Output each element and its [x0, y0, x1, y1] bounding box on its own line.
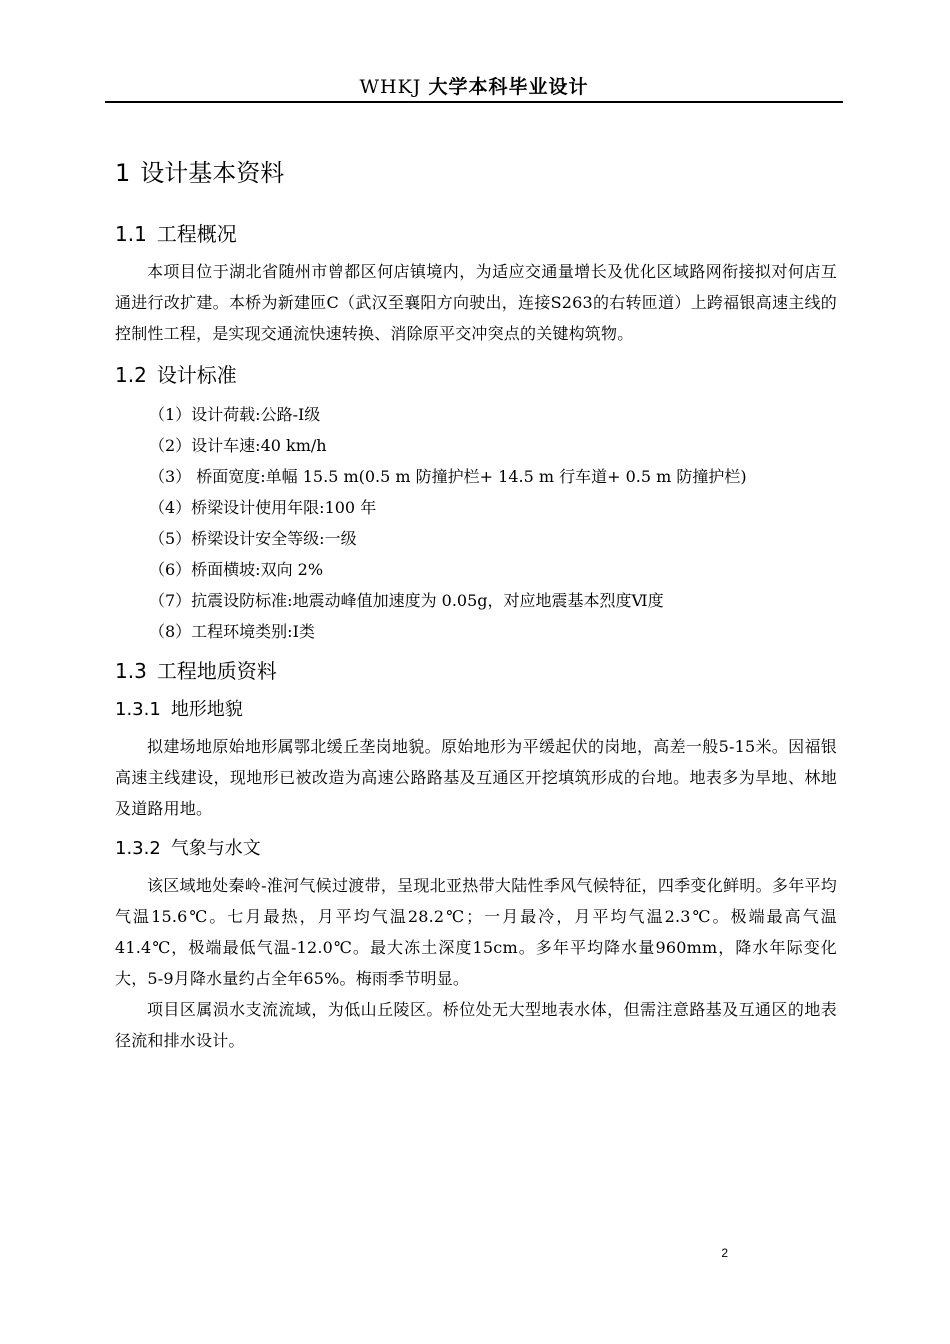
list-item: （5）桥梁设计安全等级:一级 — [149, 529, 357, 548]
section-1-3-2-paragraph-2: 项目区属涢水支流流域，为低山丘陵区。桥位处无大型地表水体，但需注意路基及互通区的地表径流和排水设计。 — [115, 1000, 837, 1050]
section-1-heading — [115, 150, 837, 196]
header-title: 大学本科毕业设计 — [428, 76, 589, 98]
page-header — [105, 74, 843, 100]
section-1-1-paragraph: 本项目位于湖北省随州市曾都区何店镇境内，为适应交通量增长及优化区域路网衔接拟对何店互通进行改扩建。本桥为新建匝C（武汉至襄阳方向驶出，连接S263的右转匝道）上跨福银高速主线的控制性工程，是实现交通流快速转换、消除原平交冲突点的关键构筑物。 — [115, 262, 837, 343]
section-title: 工程概况 — [156, 222, 237, 246]
section-1-3-1-paragraph: 拟建场地原始地形属鄂北缓丘垄岗地貌。原始地形为平缓起伏的岗地，高差一般5-15米。因福银高速主线建设，现地形已被改造为高速公路路基及互通区开挖填筑形成的台地。地表多为旱地、林地及道路用地。 — [115, 737, 837, 818]
section-title: 地形地貌 — [170, 699, 243, 720]
section-title: 设计基本资料 — [140, 159, 285, 187]
section-1-3-heading — [115, 653, 837, 689]
section-number: 1.3.1 — [115, 699, 161, 720]
list-item: （3） 桥面宽度:单幅 15.5 m(0.5 m 防撞护栏+ 14.5 m 行车道+ 0.5 m 防撞护栏) — [149, 467, 747, 486]
page-number: 2 — [721, 1246, 728, 1260]
header-school-code: WHKJ — [359, 76, 422, 98]
list-item: （4）桥梁设计使用年限:100 年 — [149, 498, 377, 517]
section-title: 工程地质资料 — [156, 659, 277, 683]
section-title: 气象与水文 — [170, 838, 261, 859]
section-number: 1.3.2 — [115, 838, 161, 859]
section-number: 1.1 — [115, 222, 147, 246]
section-title: 设计标准 — [156, 363, 237, 387]
section-1-1-heading — [115, 216, 837, 252]
section-1-3-2-heading — [115, 832, 837, 866]
section-number: 1.2 — [115, 363, 147, 387]
section-1-2-heading — [115, 357, 837, 393]
design-standards-list — [115, 399, 837, 647]
list-item: （6）桥面横坡:双向 2% — [149, 560, 324, 579]
list-item: （1）设计荷载:公路-Ⅰ级 — [149, 405, 321, 424]
section-1-3-1-heading — [115, 693, 837, 727]
document-body — [115, 150, 837, 1064]
list-item: （8）工程环境类别:Ⅰ类 — [149, 622, 315, 641]
header-rule — [105, 101, 843, 103]
list-item: （7）抗震设防标准:地震动峰值加速度为 0.05g，对应地震基本烈度Ⅵ度 — [149, 591, 664, 610]
section-1-3-2-paragraph-1: 该区域地处秦岭-淮河气候过渡带，呈现北亚热带大陆性季风气候特征，四季变化鲜明。多年平均气温15.6℃。七月最热，月平均气温28.2℃；一月最冷，月平均气温2.3℃。极端最高气温41.4℃，极端最低气温-12.0℃。最大冻土深度15cm。多年平均降水量960mm，降水年际变化大，5-9月降水量约占全年65%。梅雨季节明显。 — [115, 876, 837, 988]
section-number: 1 — [115, 159, 131, 187]
section-number: 1.3 — [115, 659, 147, 683]
list-item: （2）设计车速:40 km/h — [149, 436, 327, 455]
